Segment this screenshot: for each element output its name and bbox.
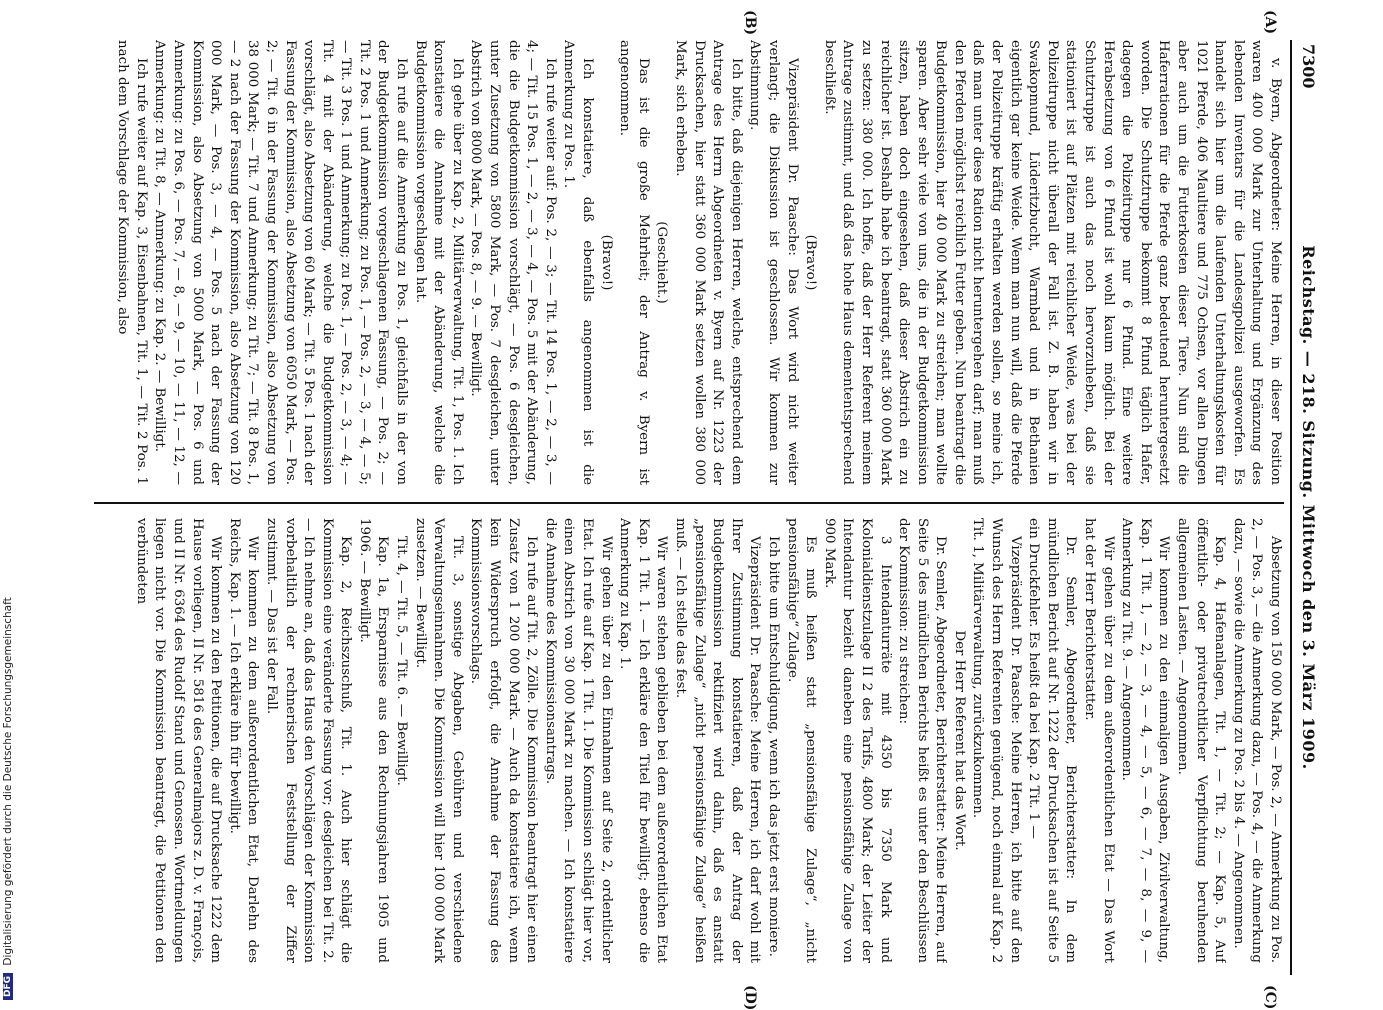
paragraph: Dr. Semler, Abgeordneter, Berichterstatter: Meine Herren, auf Seite 5 des mündlichen Berichts heißt es unter den Beschlüssen der Kommission: zu streichen: <box>896 518 949 963</box>
interjection: (Bravo!) <box>803 234 819 291</box>
paragraph: 3 Intendanturräte mit 4350 bis 7350 Mark und Kolonialdienstzulage II 2 des Tarifs, 4800 Mark; der Leiter der Intendantur bezieht daneben eine pensionsfähige Zulage von 900 Mark. <box>821 518 893 963</box>
paragraph: Ich gehe über zu Kap. 2, Militärverwaltung, Tit. 1, Pos. 1. Ich konstatiere die Annahme mit der Abänderung, welche die Budgetkommission vorgeschlagen hat. <box>412 40 465 485</box>
paragraph: Vizepräsident Dr. Paasche: Meine Herren, ich bitte auf den Wunsch des Herrn Referenten genügend, noch einmal auf Kap. 2 Tit. 1, Militärverwaltung, zurückzukommen. <box>970 518 1023 963</box>
paragraph: Das ist die große Mehrheit; der Antrag v. Byern ist angenommen. <box>617 40 651 485</box>
paragraph: Tit. 3, sonstige Abgaben, Gebühren und verschiedene Verwaltungseinnahmen. Die Kommission will hier 100 000 Mark zusetzen. — Bewilligt. <box>412 518 465 963</box>
rotated-page <box>68 10 1318 1010</box>
paragraph: Tit. 4, — Tit. 5, — Tit. 6. — Bewilligt. <box>394 536 410 786</box>
paragraph: Wir gehen über zu den Einnahmen auf Seite 2, ordentlicher Etat. Ich rufe auf Kap. 1 Tit. 1. Die Kommission schlägt hier vor, einen Abstrich von 30 000 Mark zu machen. — Ich konstatiere die Annahme des Kommissionsantrags. <box>542 518 614 963</box>
paragraph: Dr. Semler, Abgeordneter, Berichterstatter: In dem mündlichen Bericht auf Nr. 1222 der Drucksachen ist auf Seite 5 ein Druckfehler. Es heißt da bei Kap. 2 Tit. 1 — <box>1026 518 1079 963</box>
paragraph: Wir gehen über zu dem außerordentlichen Etat — Das Wort hat der Herr Berichterstatter. <box>1082 518 1116 963</box>
margin-marker-b: (B) <box>742 10 758 36</box>
paragraph: Wir kommen zu dem außerordentlichen Etat, Darlehn des Reichs, Kap. 1. — Ich erkläre ihn für bewilligt. <box>226 518 261 963</box>
margin-marker-d: (D) <box>742 985 758 1010</box>
page-number: 7300 <box>1299 44 1318 89</box>
paragraph: Kap. 4, Hafenanlagen, Tit. 1, — Tit. 2; — Kap. 5, Auf öffentlich- oder privatrechtlicher Verpflichtung beruhenden allgemeinen Lasten. — Angenommen. <box>1175 518 1228 963</box>
paragraph: Ich bitte um Entschuldigung, wenn ich das jetzt erst moniere. <box>765 536 781 957</box>
paragraph: v. Byern, Abgeordneter: Meine Herren, in dieser Position waren 400 000 Mark zur Unterhaltung und Ergänzung des lebenden Inventars für die Landesgpolizei ausgeworfen. Es handelt sich hier um die laufenden Unterhaltungskosten für 1021 Pferde, 406 Maultiere und 775 Ochsen, vor allen Dingen aber auch um die Futterkosten dieser Tiere. Nun sind die Haferrationen für die Pferde ganz bedeutend heruntergesetzt worden. Die Schutztruppe bekommt 8 Pfund täglich Hafer, dagegen die Polizeitruppe nur 6 Pfund. Eine weitere Herabsetzung von 6 Pfund ist wohl kaum möglich. Bei der Schutztruppe ist auch das noch hervorzuheben, daß sie stationiert ist auf Plätzen mit reichlicher Weide, was bei der Polizeitruppe nicht überall der Fall ist. Z. B. haben wir in Swakopmund, Lüderitzbucht, Warmbad und in Bethanien eigentlich gar keine Weide. Wenn man nun will, daß die Pferde der Polizeitruppe kräftig erhalten werden sollen, so meine ich, daß man unter diese Ration nicht heruntergehen darf; man muß den Pferden möglichst reichlich Futter geben. Nun beantragt die Budgetkommission, hier 40 000 Mark zu streichen; man wollte sparen. Aber sehr viele von uns, die in der Budgetkommission sitzen, haben doch eingesehen, daß dieser Abstrich ein zu reichlicher ist. Deshalb habe ich beantragt, statt 360 000 Mark zu setzen: 380 000. Ich hoffe, daß der Herr Referent meinem Antrage zustimmt, und daß das hohe Haus demententsprechend beschließt. <box>821 40 1283 485</box>
paragraph: Vizepräsident Dr. Paasche: Meine Herren, ich darf wohl mit Ihrer Zustimmung konstatieren, daß der Antrag der Budgetkommission rektifiziert wird dahin, daß es anstatt „pensionsfähige Zulage“ „nicht pensionsfähige Zulage“ heißen muß. — Ich stelle das fest. <box>673 518 763 963</box>
paragraph: Ich konstatiere, daß ebenfalls angenommen ist die Anmerkung zu Pos. 1. <box>561 40 596 485</box>
paragraph: Ich rufe weiter auf Kap. 3, Eisenbahnen, Tit. 1, — Tit. 2 Pos. 1 nach dem Vorschlage der Kommission, also <box>115 40 149 485</box>
margin-marker-c: (C) <box>1262 985 1278 1010</box>
paragraph: Kap. 2, Reichszuschuß, Tit. 1. Auch hier schlägt die Kommission eine veränderte Fassung vor; desgleichen bei Tit. 2. — Ich nehme an, daß das Haus den Vorschlägen der Kommission vorbehaltlich der rechnerischen Feststellung der Ziffer zustimmt. — Das ist der Fall. <box>263 518 354 963</box>
paragraph: Ich rufe auf die Anmerkung zu Pos. 1, gleichfalls in der von der Budgetkommission vorgeschlagenen Fassung, — Pos. 2; — Tit. 2 Pos. 1 und Anmerkung; zu Pos. 1, — Pos. 2, — 3, — 4, — 5; — Tit. 3 Pos. 1 und Anmerkung; zu Pos. 1, — Pos. 2, — 3, — 4; — Tit. 4 mit der Abänderung, welche die Budgetkommission vorschlägt, also Absetzung von 60 Mark; — Tit. 5 Pos. 1 nach der Fassung der Kommission, also Absetzung von 6050 Mark, — Pos. 2; — Tit. 6 in der Fassung der Kommission, also Absetzung von 38 000 Mark; — Tit. 7 und Anmerkung; zu Tit. 7; — Tit. 8 Pos. 1, — 2 nach der Fassung der Kommission, also Absetzung von 120 000 Mark, — Pos. 3, — 4, — Pos. 5 nach der Fassung der Kommission, also Absetzung von 5000 Mark, — Pos. 6 und Anmerkung: zu Pos. 6, — Pos. 7, — 8, — 9, — 10, — 11, — 12, — Anmerkung: zu Tit. 8, — Anmerkung: zu Kap. 2. — Bewilligt. <box>152 40 410 485</box>
paragraph: Es muß heißen statt „pensionsfähige Zulage“, „nicht pensionsfähige“ Zulage. <box>784 518 819 963</box>
paragraph: Wir kommen zu den einmaligen Ausgaben, Zivilverwaltung, Kap. 1 Tit. 1, — 2, — 3, — 4, — 5, — 6, — 7, — 8, — 9, — Anmerkung zu Tit. 9. — Angenommen. <box>1119 518 1172 963</box>
interjection: (Bravo!) <box>598 234 614 291</box>
left-column <box>94 40 1284 485</box>
header-rule <box>1290 40 1292 975</box>
dfg-logo: DFG <box>3 973 13 1000</box>
paragraph: Kap. 1a, Ersparnisse aus den Rechnungsjahren 1905 und 1906. — Bewilligt. <box>356 518 391 963</box>
running-title: Reichstag. — 218. Sitzung. Mittwoch den 3. März 1909. <box>1299 245 1318 770</box>
paragraph: Wir waren stehen geblieben bei dem außerordentlichen Etat Kap. 1 Tit. 1. — Ich erkläre den Titel für bewilligt; ebenso die Anmerkung zu Kap. 1. <box>617 518 670 963</box>
paragraph: Ich rufe weiter auf: Pos. 2, — 3; — Tit. 14 Pos. 1, — 2, — 3, — 4; — Tit. 15 Pos. 1, — 2, — 3, — 4, — Pos. 5 mit der Abänderung, die die Budgetkommission vorschlägt, — Pos. 6 desgleichen, unter Zusetzung von 5800 Mark, — Pos. 7 desgleichen, unter Abstrich von 8000 Mark, — Pos. 8, — 9. — Bewilligt. <box>468 40 558 485</box>
right-column <box>94 518 1284 963</box>
margin-marker-a: (A) <box>1262 10 1278 35</box>
credit-text: Digitalisierung gefördert durch die Deutsche Forschungsgemeinschaft <box>2 597 14 966</box>
paragraph: Ich rufe auf Tit. 2, Zölle. Die Kommission beantragt hier einen Zusatz von 1 200 000 Mark. — Auch da konstatiere ich, wenn kein Widerspruch erfolgt, die Annahme der Fassung des Kommissionsvorschlags. <box>468 518 540 963</box>
funding-credit <box>2 570 14 1000</box>
paragraph: Wir kommen zu den Petitionen, die auf Drucksache 1222 dem Hause vorliegen, II Nr. 5816 des Generalmajors z. D. v. François, und II Nr. 6364 des Rudolf Stand und Genossen. Wortmeldungen liegen nicht vor. Die Kommission beantragt, die Petitionen den verbündeten <box>133 518 224 963</box>
paragraph: Vizepräsident Dr. Paasche: Das Wort wird nicht weiter verlangt; die Diskussion ist geschlossen. Wir kommen zur Abstimmung. <box>747 40 800 485</box>
column-divider <box>94 502 1284 504</box>
paragraph: Der Herr Referent hat das Wort. <box>951 630 967 851</box>
paragraph: Ich bitte, daß diejenigen Herren, welche, entsprechend dem Antrage des Herrn Abgeordneten v. Byern auf Nr. 1223 der Drucksachen, hier statt 360 000 Mark setzen wollen 380 000 Mark, sich erheben. <box>673 40 744 485</box>
interjection: (Geschieht.) <box>654 221 670 304</box>
paragraph: Absetzung von 150 000 Mark, — Pos. 2, — Anmerkung zu Pos. 2, — Pos. 3, — die Anmerkung dazu, — Pos. 4, — die Anmerkung dazu, — sowie die Anmerkung zu Pos. 2 bis 4. — Angenommen. <box>1230 518 1283 963</box>
page-header <box>1292 40 1318 975</box>
